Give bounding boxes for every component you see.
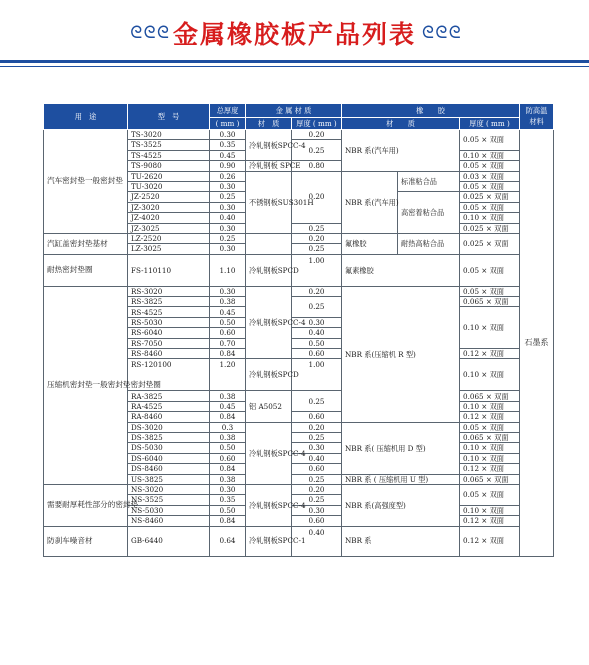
metal-thickness-cell: 0.25 xyxy=(292,297,342,318)
total-thickness-cell: 0.35 xyxy=(210,140,246,150)
total-thickness-cell: 0.38 xyxy=(210,297,246,307)
metal-spcc4-c: 冷轧钢板SPCC-4 xyxy=(246,422,292,484)
rubber-nbr-u: NBR 系 ( 压缩机用 U 型) xyxy=(342,474,460,484)
rubber-thickness-cell: 0.065 × 双面 xyxy=(460,391,520,401)
rubber-thickness-cell: 0.025 × 双面 xyxy=(460,223,520,233)
metal-thickness-cell: 0.80 xyxy=(292,161,342,171)
rubber-thickness-cell: 0.10 × 双面 xyxy=(460,453,520,463)
header-rubber: 橡 胶 xyxy=(342,104,520,118)
model-cell: RS-3825 xyxy=(128,297,210,307)
rubber-thickness-cell: 0.12 × 双面 xyxy=(460,412,520,422)
header-use: 用 途 xyxy=(44,104,128,130)
total-thickness-cell: 0.25 xyxy=(210,192,246,202)
model-cell: RS-8460 xyxy=(128,349,210,359)
total-thickness-cell: 0.40 xyxy=(210,213,246,223)
rubber-nbr: NBR 系 xyxy=(342,526,460,556)
product-table xyxy=(43,103,554,557)
total-thickness-cell: 0.70 xyxy=(210,338,246,348)
model-cell: TS-3525 xyxy=(128,140,210,150)
total-thickness-cell: 0.84 xyxy=(210,349,246,359)
rubber-thickness-cell: 0.05 × 双面 xyxy=(460,181,520,191)
model-cell: DS-6040 xyxy=(128,453,210,463)
total-thickness-cell: 0.60 xyxy=(210,328,246,338)
rubber-thickness-cell: 0.10 × 双面 xyxy=(460,443,520,453)
total-thickness-cell: 0.3 xyxy=(210,422,246,432)
metal-thickness-cell: 0.40 xyxy=(292,526,342,556)
model-cell: TU-2620 xyxy=(128,171,210,181)
metal-blank xyxy=(246,233,292,254)
header-mm: ( mm ) xyxy=(210,118,246,130)
total-thickness-cell: 0.45 xyxy=(210,401,246,411)
metal-aluminum: 铝 A5052 xyxy=(246,391,292,422)
model-cell: TS-9080 xyxy=(128,161,210,171)
model-cell: FS-110110 xyxy=(128,254,210,286)
total-thickness-cell: 0.50 xyxy=(210,505,246,515)
metal-thickness-cell: 0.60 xyxy=(292,412,342,422)
header-total-thickness: 总厚度 xyxy=(210,104,246,118)
model-cell: JZ-3020 xyxy=(128,202,210,212)
model-cell: NS-3525 xyxy=(128,495,210,505)
model-cell: NS-8460 xyxy=(128,516,210,526)
rubber-thickness-cell: 0.10 × 双面 xyxy=(460,359,520,391)
model-cell: NS-3020 xyxy=(128,484,210,494)
page-title: 金属橡胶板产品列表 xyxy=(172,20,416,49)
page-header xyxy=(0,0,589,72)
metal-thickness-cell: 0.25 xyxy=(292,495,342,505)
model-cell: RS-4525 xyxy=(128,307,210,317)
metal-thickness-cell: 0.60 xyxy=(292,516,342,526)
rubber-thickness-cell: 0.05 × 双面 xyxy=(460,254,520,286)
rubber-thickness-cell: 0.10 × 双面 xyxy=(460,401,520,411)
use-auto: 汽车密封垫一般密封垫 xyxy=(44,130,128,234)
metal-thickness-cell: 0.30 xyxy=(292,443,342,453)
metal-thickness-cell: 0.60 xyxy=(292,349,342,359)
swirl-ornament-right-icon: ᘓ ᘓ ᘓ xyxy=(422,23,459,43)
rubber-thickness-cell: 0.10 × 双面 xyxy=(460,505,520,515)
model-cell: NS-5030 xyxy=(128,505,210,515)
total-thickness-cell: 0.30 xyxy=(210,244,246,254)
metal-spcd-b: 冷轧钢板SPCD xyxy=(246,359,292,391)
total-thickness-cell: 0.84 xyxy=(210,464,246,474)
model-cell: RA-8460 xyxy=(128,412,210,422)
model-cell: JZ-4020 xyxy=(128,213,210,223)
metal-thickness-cell: 0.25 xyxy=(292,432,342,442)
rubber-nbr-auto: NBR 系(汽车用) xyxy=(342,130,460,172)
header-high-temp: 防高温材料 xyxy=(520,104,554,130)
model-cell: TU-3020 xyxy=(128,181,210,191)
total-thickness-cell: 0.35 xyxy=(210,495,246,505)
model-cell: RS-5030 xyxy=(128,317,210,327)
swirl-ornament-left-icon: ᘓ ᘓ ᘓ xyxy=(130,23,167,43)
header-metal-material: 材 质 xyxy=(246,118,292,130)
model-cell: DS-3020 xyxy=(128,422,210,432)
rubber-thickness-cell: 0.05 × 双面 xyxy=(460,484,520,505)
total-thickness-cell: 0.84 xyxy=(210,516,246,526)
metal-spcc4-d: 冷轧钢板SPCC-4 xyxy=(246,484,292,526)
rubber-thickness-cell: 0.12 × 双面 xyxy=(460,464,520,474)
total-thickness-cell: 0.30 xyxy=(210,223,246,233)
model-cell: RS-3020 xyxy=(128,286,210,296)
use-brake-noise: 防刹车噪音材 xyxy=(44,526,128,556)
rubber-thickness-cell: 0.05 × 双面 xyxy=(460,161,520,171)
metal-thickness-cell: 0.30 xyxy=(292,317,342,327)
rubber-high-bond: 高密着粘合品 xyxy=(398,192,460,234)
total-thickness-cell: 0.64 xyxy=(210,526,246,556)
metal-thickness-cell: 0.25 xyxy=(292,474,342,484)
use-cylinder-head: 汽缸盖密封垫基材 xyxy=(44,233,128,254)
rubber-thickness-cell: 0.025 × 双面 xyxy=(460,233,520,254)
total-thickness-cell: 0.45 xyxy=(210,150,246,160)
rubber-fluoro: 氟橡胶 xyxy=(342,233,398,254)
rubber-nbr-high: NBR 系(高强度型) xyxy=(342,484,460,526)
header-metal-thickness: 厚度 ( mm ) xyxy=(292,118,342,130)
header-model: 型 号 xyxy=(128,104,210,130)
model-cell: RS-6040 xyxy=(128,328,210,338)
total-thickness-cell: 0.90 xyxy=(210,161,246,171)
metal-thickness-cell: 0.25 xyxy=(292,223,342,233)
total-thickness-cell: 1.20 xyxy=(210,359,246,391)
high-temp-graphite: 石墨系 xyxy=(520,130,554,557)
rubber-thickness-cell: 0.065 × 双面 xyxy=(460,474,520,484)
total-thickness-cell: 0.30 xyxy=(210,286,246,296)
metal-thickness-cell: 0.20 xyxy=(292,484,342,494)
model-cell: US-3825 xyxy=(128,474,210,484)
metal-thickness-cell: 0.20 xyxy=(292,171,342,223)
use-compressor: 压缩机密封垫一般密封垫密封垫圈 xyxy=(44,286,128,484)
model-cell: LZ-2520 xyxy=(128,233,210,243)
metal-thickness-cell: 0.20 xyxy=(292,233,342,243)
metal-thickness-cell: 0.20 xyxy=(292,286,342,296)
header-rule-thick xyxy=(0,60,589,63)
metal-spcd: 冷轧钢板SPCD xyxy=(246,254,292,286)
model-cell: RA-4525 xyxy=(128,401,210,411)
model-cell: RS-120100 xyxy=(128,359,210,391)
header-rule-thin xyxy=(0,66,589,67)
total-thickness-cell: 0.30 xyxy=(210,181,246,191)
rubber-fluoro-2: 氟素橡胶 xyxy=(342,254,460,286)
metal-spcc4-a: 冷轧钢板SPCC-4 xyxy=(246,130,292,161)
rubber-thickness-cell: 0.12 × 双面 xyxy=(460,349,520,359)
total-thickness-cell: 0.25 xyxy=(210,233,246,243)
rubber-thickness-cell: 0.065 × 双面 xyxy=(460,297,520,307)
total-thickness-cell: 0.30 xyxy=(210,202,246,212)
model-cell: JZ-2520 xyxy=(128,192,210,202)
metal-thickness-cell: 0.30 xyxy=(292,505,342,515)
model-cell: GB-6440 xyxy=(128,526,210,556)
header-metal: 金 属 材 质 xyxy=(246,104,342,118)
title-wrap xyxy=(0,16,589,50)
metal-spcc1: 冷轧钢板SPCC-1 xyxy=(246,526,292,556)
total-thickness-cell: 0.38 xyxy=(210,391,246,401)
use-wear-resistant: 需要耐厚耗性部分的密封垫 xyxy=(44,484,128,526)
use-heat-resistant: 耐热密封垫圈 xyxy=(44,254,128,286)
metal-spcc4-b: 冷轧钢板SPCC-4 xyxy=(246,286,292,359)
metal-thickness-cell: 0.40 xyxy=(292,328,342,338)
total-thickness-cell: 0.50 xyxy=(210,317,246,327)
rubber-thickness-cell: 0.05 × 双面 xyxy=(460,130,520,151)
total-thickness-cell: 0.30 xyxy=(210,130,246,140)
rubber-thickness-cell: 0.10 × 双面 xyxy=(460,307,520,349)
model-cell: RA-3825 xyxy=(128,391,210,401)
metal-thickness-cell: 0.25 xyxy=(292,140,342,161)
rubber-thickness-cell: 0.12 × 双面 xyxy=(460,516,520,526)
rubber-thickness-cell: 0.10 × 双面 xyxy=(460,213,520,223)
total-thickness-cell: 0.38 xyxy=(210,474,246,484)
rubber-standard-bond: 标准粘合品 xyxy=(398,171,460,192)
header-rubber-material: 材 质 xyxy=(342,118,460,130)
rubber-heat-high-bond: 耐热高粘合品 xyxy=(398,233,460,254)
rubber-thickness-cell: 0.10 × 双面 xyxy=(460,150,520,160)
header-rubber-thickness: 厚度 ( mm ) xyxy=(460,118,520,130)
rubber-thickness-cell: 0.05 × 双面 xyxy=(460,422,520,432)
model-cell: TS-4525 xyxy=(128,150,210,160)
model-cell: JZ-3025 xyxy=(128,223,210,233)
rubber-thickness-cell: 0.065 × 双面 xyxy=(460,432,520,442)
metal-spce: 冷轧钢板 SPCE xyxy=(246,161,292,171)
total-thickness-cell: 0.26 xyxy=(210,171,246,181)
rubber-nbr-d: NBR 系( 压缩机用 D 型) xyxy=(342,422,460,474)
metal-thickness-cell: 1.00 xyxy=(292,359,342,391)
metal-thickness-cell: 0.50 xyxy=(292,338,342,348)
total-thickness-cell: 0.38 xyxy=(210,432,246,442)
metal-sus: 不锈钢板SUS301H xyxy=(246,171,292,233)
model-cell: RS-7050 xyxy=(128,338,210,348)
model-cell: DS-8460 xyxy=(128,464,210,474)
rubber-thickness-cell: 0.03 × 双面 xyxy=(460,171,520,181)
total-thickness-cell: 0.60 xyxy=(210,453,246,463)
total-thickness-cell: 0.30 xyxy=(210,484,246,494)
model-cell: DS-3825 xyxy=(128,432,210,442)
model-cell: TS-3020 xyxy=(128,130,210,140)
rubber-thickness-cell: 0.05 × 双面 xyxy=(460,286,520,296)
metal-thickness-cell: 0.60 xyxy=(292,464,342,474)
rubber-thickness-cell: 0.05 × 双面 xyxy=(460,202,520,212)
metal-thickness-cell: 1.00 xyxy=(292,254,342,286)
model-cell: LZ-3025 xyxy=(128,244,210,254)
rubber-nbr-auto-2: NBR 系(汽车用) xyxy=(342,171,398,233)
total-thickness-cell: 0.84 xyxy=(210,412,246,422)
total-thickness-cell: 0.45 xyxy=(210,307,246,317)
rubber-thickness-cell: 0.025 × 双面 xyxy=(460,192,520,202)
metal-thickness-cell: 0.40 xyxy=(292,453,342,463)
model-cell: DS-5030 xyxy=(128,443,210,453)
metal-thickness-cell: 0.20 xyxy=(292,130,342,140)
total-thickness-cell: 1.10 xyxy=(210,254,246,286)
total-thickness-cell: 0.50 xyxy=(210,443,246,453)
metal-thickness-cell: 0.25 xyxy=(292,391,342,412)
metal-thickness-cell: 0.25 xyxy=(292,244,342,254)
rubber-thickness-cell: 0.12 × 双面 xyxy=(460,526,520,556)
metal-thickness-cell: 0.20 xyxy=(292,422,342,432)
rubber-nbr-r: NBR 系(压缩机 R 型) xyxy=(342,286,460,422)
